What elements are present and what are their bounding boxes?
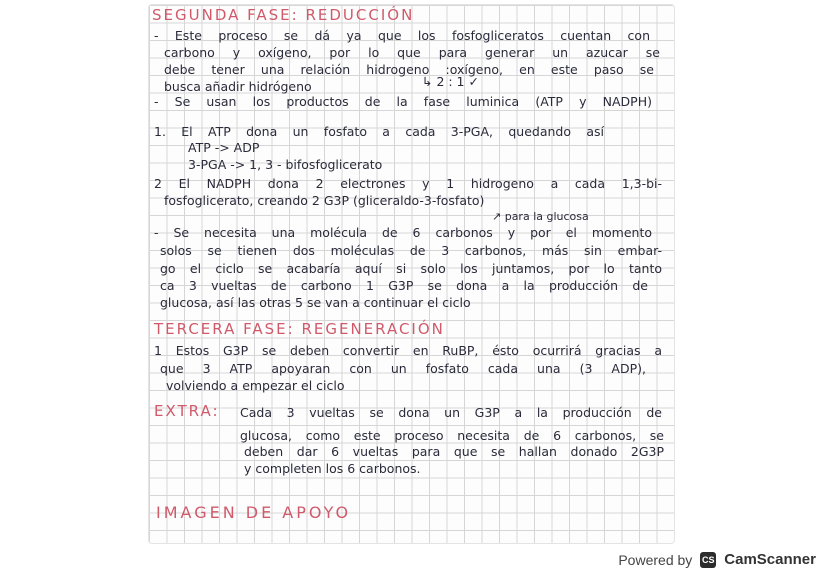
- step-line: 2 El NADPH dona 2 electrones y 1 hidrogeno a cada 1,3-bi-: [154, 176, 662, 191]
- step-line: 1. El ATP dona un fosfato a cada 3-PGA, quedando así: [154, 124, 604, 139]
- text-line: - Se usan los productos de la fase luminica (ATP y NADPH): [154, 94, 652, 109]
- step-line: ATP -> ADP: [188, 140, 260, 155]
- heading-imagen-de-apoyo: IMAGEN DE APOYO: [156, 503, 352, 522]
- step-line: 3-PGA -> 1, 3 - bifosfoglicerato: [188, 157, 383, 172]
- text-line: y completen los 6 carbonos.: [244, 461, 421, 476]
- text-line: go el ciclo se acabaría aquí si solo los juntamos, por lo tanto: [160, 261, 662, 276]
- heading-extra: EXTRA:: [154, 402, 220, 420]
- annotation: ↗ para la glucosa: [492, 210, 589, 223]
- text-line: ca 3 vueltas de carbono 1 G3P se dona a la producción de: [160, 278, 648, 293]
- text-line: Cada 3 vueltas se dona un G3P a la producción de: [240, 405, 662, 420]
- text-line: volviendo a empezar el ciclo: [166, 378, 345, 393]
- text-line: deben dar 6 vueltas para que se hallan donado 2G3P: [244, 444, 664, 459]
- heading-tercera-fase: TERCERA FASE: REGENERACIÓN: [154, 320, 445, 338]
- text-line: - Se necesita una molécula de 6 carbonos y por el momento: [154, 225, 652, 240]
- text-line: glucosa, como este proceso necesita de 6 carbonos, se: [240, 428, 664, 443]
- powered-by-label: Powered by: [618, 551, 693, 568]
- text-line: solos se tienen dos moléculas de 3 carbonos, más sin embar-: [160, 243, 662, 258]
- step-line: fosfoglicerato, creando 2 G3P (gliceraldo-3-fosfato): [164, 193, 485, 208]
- ratio-note: ↳ 2 : 1 ✓: [422, 74, 479, 89]
- camscanner-footer: [618, 551, 816, 568]
- text-line: 1 Estos G3P se deben convertir en RuBP, ésto ocurrirá gracias a: [154, 343, 662, 358]
- text-line: que 3 ATP apoyaran con un fosfato cada una (3 ADP),: [160, 361, 646, 376]
- text-line: - Este proceso se dá ya que los fosfogliceratos cuentan con: [154, 28, 650, 43]
- heading-segunda-fase: SEGUNDA FASE: REDUCCIÓN: [152, 6, 415, 24]
- text-line: carbono y oxígeno, por lo que para generar un azucar se: [164, 45, 660, 60]
- text-line: debe tener una relación hidrogeno :oxígeno, en este paso se: [164, 62, 654, 77]
- camscanner-brand: CamScanner: [724, 551, 816, 568]
- camscanner-logo-icon: CS: [700, 552, 716, 568]
- text-line: busca añadir hidrógeno: [164, 79, 312, 94]
- text-line: glucosa, así las otras 5 se van a continuar el ciclo: [160, 295, 471, 310]
